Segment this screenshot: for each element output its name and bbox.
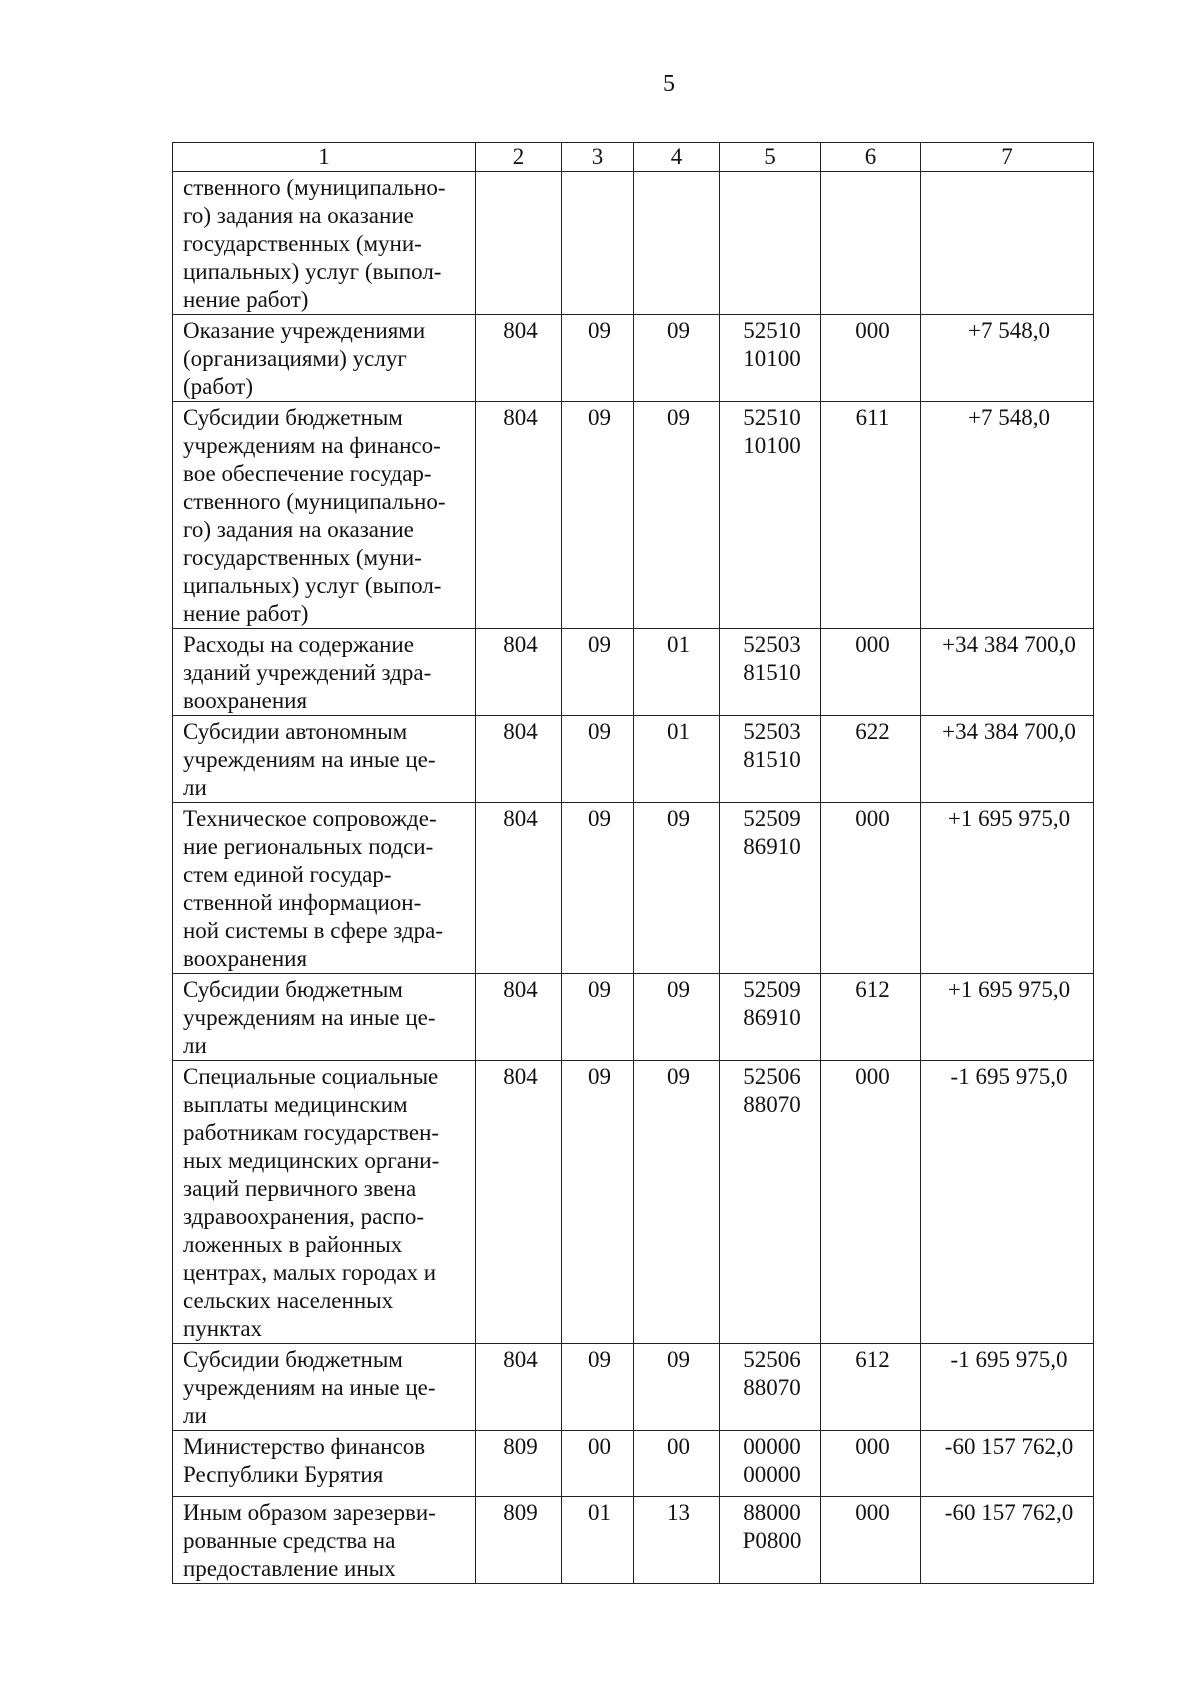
expense-type-code: 000 [821, 1431, 921, 1497]
budget-table [172, 142, 1094, 1584]
table-row [173, 1344, 1094, 1431]
admin-code: 804 [476, 315, 562, 402]
table-row [173, 402, 1094, 629]
section-code: 09 [562, 402, 634, 629]
expense-type-code: 612 [821, 974, 921, 1061]
section-code: 09 [562, 1344, 634, 1431]
target-article-code: 52503 81510 [720, 716, 821, 803]
column-header: 4 [634, 143, 720, 172]
row-description: Субсидии бюджетным учреждениям на финансо- вое обеспечение государ- ственного (муниципально- го) задания на оказание государственных (муни- ципальных) услуг (выпол- нение работ) [173, 402, 476, 629]
amount-change: +1 695 975,0 [921, 803, 1094, 974]
row-description: Техническое сопровожде- ние региональных подси- стем единой государ- ственной информацион- ной системы в сфере здра- воохранения [173, 803, 476, 974]
expense-type-code: 000 [821, 1061, 921, 1344]
target-article-code [720, 172, 821, 315]
subsection-code: 13 [634, 1497, 720, 1584]
amount-change: +7 548,0 [921, 315, 1094, 402]
target-article-code: 88000 Р0800 [720, 1497, 821, 1584]
subsection-code: 09 [634, 402, 720, 629]
row-description: Субсидии бюджетным учреждениям на иные це- ли [173, 974, 476, 1061]
subsection-code: 09 [634, 974, 720, 1061]
subsection-code: 01 [634, 716, 720, 803]
subsection-code: 09 [634, 803, 720, 974]
admin-code: 809 [476, 1431, 562, 1497]
amount-change: -60 157 762,0 [921, 1431, 1094, 1497]
table-row [173, 1061, 1094, 1344]
table-row [173, 315, 1094, 402]
expense-type-code [821, 172, 921, 315]
subsection-code: 09 [634, 1061, 720, 1344]
table-row [173, 1431, 1094, 1497]
expense-type-code: 000 [821, 803, 921, 974]
table-row [173, 974, 1094, 1061]
expense-type-code: 000 [821, 1497, 921, 1584]
table-row [173, 172, 1094, 315]
target-article-code: 00000 00000 [720, 1431, 821, 1497]
amount-change: +1 695 975,0 [921, 974, 1094, 1061]
admin-code: 804 [476, 1344, 562, 1431]
admin-code: 804 [476, 402, 562, 629]
row-description: Специальные социальные выплаты медицинским работникам государствен- ных медицинских органи- заций первичного звена здравоохранения, распо- ложенных в районных центрах, малых городах и сельских населенных пунктах [173, 1061, 476, 1344]
row-description: Иным образом зарезерви- рованные средства на предоставление иных [173, 1497, 476, 1584]
expense-type-code: 000 [821, 629, 921, 716]
admin-code: 804 [476, 716, 562, 803]
table-row [173, 716, 1094, 803]
target-article-code: 52509 86910 [720, 803, 821, 974]
section-code: 09 [562, 629, 634, 716]
admin-code: 804 [476, 629, 562, 716]
admin-code: 804 [476, 974, 562, 1061]
section-code: 09 [562, 974, 634, 1061]
header-row [173, 143, 1094, 172]
subsection-code [634, 172, 720, 315]
section-code: 00 [562, 1431, 634, 1497]
target-article-code: 52506 88070 [720, 1061, 821, 1344]
table-row [173, 629, 1094, 716]
admin-code: 804 [476, 1061, 562, 1344]
section-code: 09 [562, 803, 634, 974]
table-row [173, 803, 1094, 974]
row-description: Оказание учреждениями (организациями) услуг (работ) [173, 315, 476, 402]
subsection-code: 01 [634, 629, 720, 716]
expense-type-code: 622 [821, 716, 921, 803]
amount-change [921, 172, 1094, 315]
table-body [173, 143, 1094, 1584]
row-description: Субсидии автономным учреждениям на иные це- ли [173, 716, 476, 803]
admin-code: 804 [476, 803, 562, 974]
amount-change: +7 548,0 [921, 402, 1094, 629]
subsection-code: 09 [634, 1344, 720, 1431]
subsection-code: 00 [634, 1431, 720, 1497]
expense-type-code: 611 [821, 402, 921, 629]
column-header: 3 [562, 143, 634, 172]
row-description: Министерство финансов Республики Бурятия [173, 1431, 476, 1497]
page-number: 5 [663, 71, 675, 97]
target-article-code: 52510 10100 [720, 315, 821, 402]
column-header: 7 [921, 143, 1094, 172]
section-code [562, 172, 634, 315]
target-article-code: 52509 86910 [720, 974, 821, 1061]
row-description: ственного (муниципально- го) задания на оказание государственных (муни- ципальных) услуг (выпол- нение работ) [173, 172, 476, 315]
amount-change: +34 384 700,0 [921, 629, 1094, 716]
column-header: 6 [821, 143, 921, 172]
section-code: 01 [562, 1497, 634, 1584]
amount-change: -1 695 975,0 [921, 1344, 1094, 1431]
target-article-code: 52503 81510 [720, 629, 821, 716]
row-description: Субсидии бюджетным учреждениям на иные це- ли [173, 1344, 476, 1431]
column-header: 5 [720, 143, 821, 172]
row-description: Расходы на содержание зданий учреждений здра- воохранения [173, 629, 476, 716]
expense-type-code: 612 [821, 1344, 921, 1431]
admin-code [476, 172, 562, 315]
target-article-code: 52510 10100 [720, 402, 821, 629]
amount-change: +34 384 700,0 [921, 716, 1094, 803]
column-header: 1 [173, 143, 476, 172]
expense-type-code: 000 [821, 315, 921, 402]
subsection-code: 09 [634, 315, 720, 402]
section-code: 09 [562, 716, 634, 803]
table-row [173, 1497, 1094, 1584]
column-header: 2 [476, 143, 562, 172]
amount-change: -1 695 975,0 [921, 1061, 1094, 1344]
amount-change: -60 157 762,0 [921, 1497, 1094, 1584]
section-code: 09 [562, 1061, 634, 1344]
admin-code: 809 [476, 1497, 562, 1584]
section-code: 09 [562, 315, 634, 402]
target-article-code: 52506 88070 [720, 1344, 821, 1431]
